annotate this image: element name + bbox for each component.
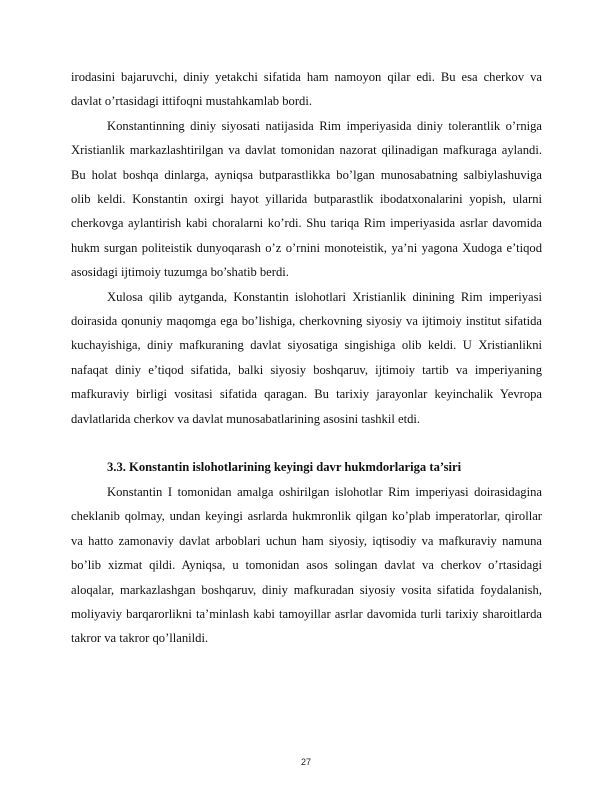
paragraph-1: irodasini bajaruvchi, diniy yetakchi sifatida ham namoyon qilar edi. Bu esa cherkov va davlat o’rtasidagi ittifoqni mustahkamlab bordi.	[71, 70, 542, 109]
blank-line	[71, 431, 542, 455]
document-page	[71, 65, 542, 651]
paragraph-3: Xulosa qilib aytganda, Konstantin islohotlari Xristianlik dinining Rim imperiyasi doirasida qonuniy maqomga ega bo’lishiga, cherkovning siyosiy va ijtimoiy institut sifatida kuchayishiga, diniy mafkuraning davlat siyosatiga singishiga olib keldi. U Xristianlikni nafaqat diniy e’tiqod sifatida, balki siyosiy boshqaruv, ijtimoiy tartib va imperiyaning mafkuraviy birligi vositasi sifatida qaragan. Bu tarixiy jarayonlar keyinchalik Yevropa davlatlarida cherkov va davlat munosabatlarining asosini tashkil etdi.	[71, 289, 542, 426]
section-heading: 3.3. Konstantin islohotlarining keyingi davr hukmdorlariga ta’siri	[107, 460, 462, 475]
paragraph-2: Konstantinning diniy siyosati natijasida Rim imperiyasida diniy tolerantlik o’rniga Xristianlik markazlashtirilgan va davlat tomonidan nazorat qilinadigan mafkuraga aylandi. Bu holat boshqa dinlarga, ayniqsa butparastlikka bo’lgan munosabatning salbiylashuviga olib keldi. Konstantin oxirgi hayot yillarida butparastlik ibodatxonalarini yopish, ularni cherkovga aylantirish kabi choralarni ko’rdi. Shu tariqa Rim imperiyasida asrlar davomida hukm surgan politeistik dunyoqarash o’z o’rnini monoteistik, ya’ni yagona Xudoga e’tiqod asosidagi ijtimoiy tuzumga bo’shatib berdi.	[71, 118, 542, 280]
paragraph-4: Konstantin I tomonidan amalga oshirilgan islohotlar Rim imperiyasi doirasidagina cheklanib qolmay, undan keyingi asrlarda hukmronlik qilgan ko’plab imperatorlar, qirollar va hatto zamonaviy davlat arboblari uchun ham siyosiy, iqtisodiy va mafkuraviy namuna bo’lib xizmat qildi. Ayniqsa, u tomonidan asos solingan davlat va cherkov o’rtasidagi aloqalar, markazlashgan boshqaruv, diniy mafkuradan siyosiy vosita sifatida foydalanish, moliyaviy barqarorlikni ta’minlash kabi tamoyillar asrlar davomida turli tarixiy sharoitlarda takror va takror qo’llanildi.	[71, 484, 542, 646]
page-number: 27	[300, 757, 311, 767]
